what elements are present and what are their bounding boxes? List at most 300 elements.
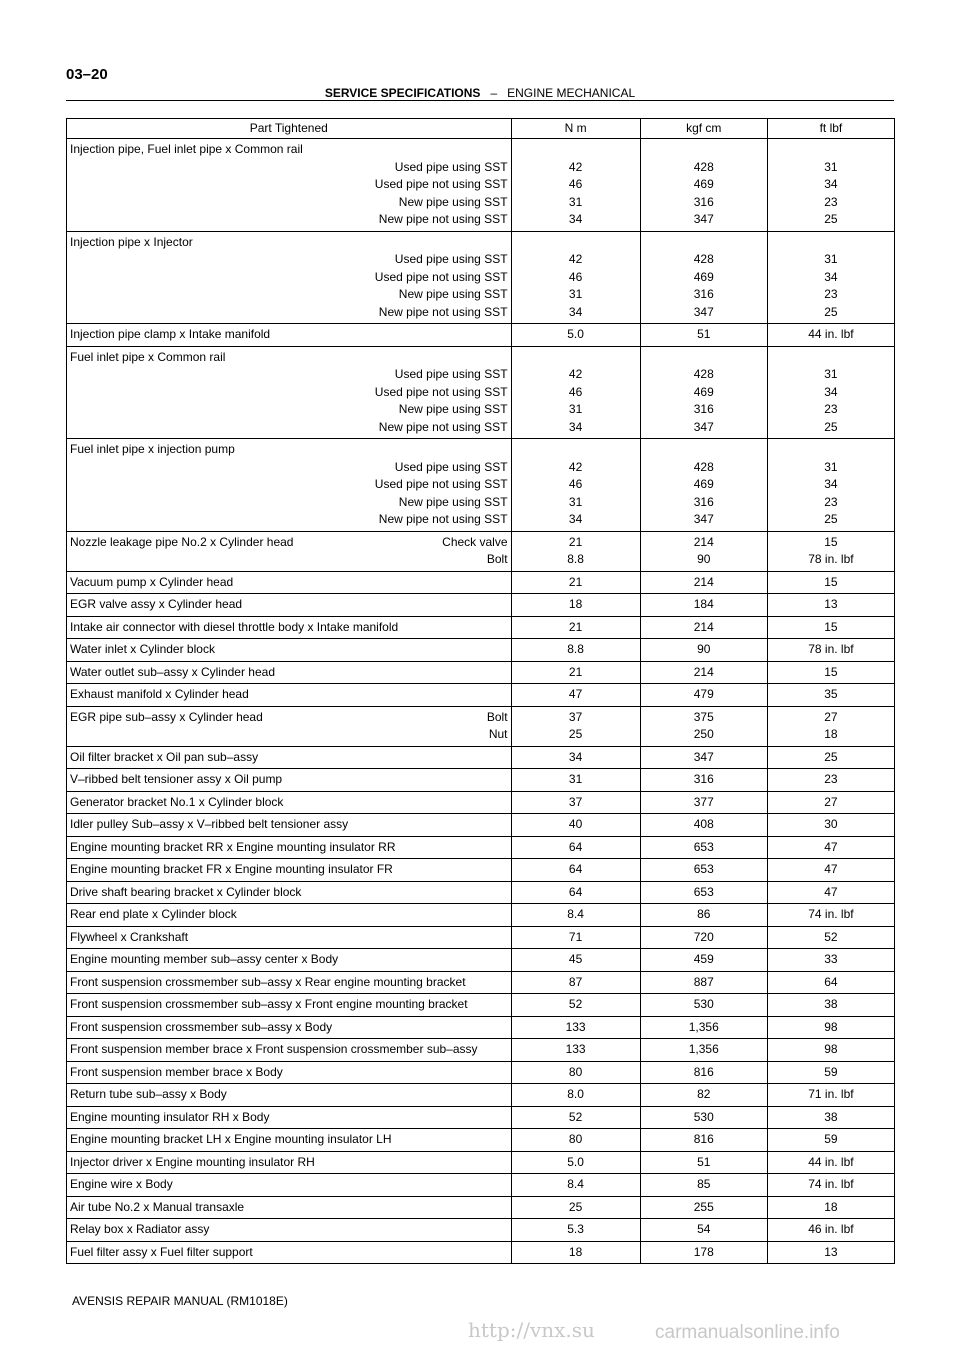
nm-value: 34 [568, 304, 583, 319]
value-list [515, 1109, 637, 1127]
spacer [771, 441, 891, 459]
nm-cell [511, 324, 640, 347]
ftlbf-value: 25 [824, 749, 838, 764]
value-list [515, 441, 637, 529]
part-cell [67, 1061, 512, 1084]
part-cell [67, 1106, 512, 1129]
value-list [515, 906, 637, 924]
value-list [771, 664, 891, 682]
nm-value: 21 [568, 534, 583, 549]
kgf-cell [640, 1196, 767, 1219]
ftlbf-cell [767, 684, 894, 707]
value-list [771, 1176, 891, 1194]
table-row [67, 616, 895, 639]
nm-cell [511, 706, 640, 746]
kgf-cell [640, 531, 767, 571]
table-row [67, 231, 895, 324]
nm-value: 8.0 [567, 1087, 584, 1101]
ftlbf-value: 23 [824, 194, 838, 209]
part-name: Engine mounting member sub–assy center x Body [70, 952, 339, 966]
part-name: Vacuum pump x Cylinder head [70, 574, 234, 589]
ftlbf-cell [767, 859, 894, 882]
ftlbf-cell [767, 836, 894, 859]
value-list [771, 884, 891, 902]
ftlbf-cell [767, 324, 894, 347]
col-header-nm: N m [511, 119, 640, 139]
part-cell [67, 904, 512, 927]
kgf-value: 653 [693, 839, 714, 854]
nm-value: 8.8 [567, 642, 584, 656]
ftlbf-cell [767, 1039, 894, 1062]
spacer [515, 141, 637, 159]
kgf-cell [640, 859, 767, 882]
ftlbf-cell [767, 346, 894, 439]
value-list [771, 861, 891, 879]
kgf-value: 347 [693, 212, 714, 226]
value-list [515, 596, 637, 614]
value-list [644, 664, 764, 682]
nm-value: 46 [568, 269, 583, 284]
nm-value: 46 [568, 384, 583, 399]
nm-cell [511, 1241, 640, 1264]
table-row [67, 139, 895, 232]
ftlbf-value: 47 [824, 839, 838, 854]
kgf-cell [640, 706, 767, 746]
kgf-value: 316 [693, 287, 714, 301]
kgf-cell [640, 1219, 767, 1242]
value-list [644, 906, 764, 924]
part-cell [67, 706, 512, 746]
kgf-cell [640, 1174, 767, 1197]
value-list [515, 929, 637, 947]
ftlbf-value: 15 [824, 574, 838, 589]
ftlbf-value: 59 [824, 1132, 838, 1146]
kgf-cell [640, 994, 767, 1017]
value-list [644, 1244, 764, 1262]
ftlbf-cell [767, 1084, 894, 1107]
ftlbf-cell [767, 1129, 894, 1152]
kgf-value: 54 [697, 1222, 711, 1236]
value-list [644, 534, 764, 569]
nm-cell [511, 1219, 640, 1242]
value-list [644, 1199, 764, 1217]
table-row [67, 1196, 895, 1219]
ftlbf-cell [767, 904, 894, 927]
kgf-value: 214 [693, 664, 714, 679]
part-name: Injection pipe clamp x Intake manifold [70, 327, 271, 341]
part-condition: Used pipe using SST [394, 252, 508, 266]
nm-value: 21 [568, 619, 583, 634]
table-row [67, 814, 895, 837]
kgf-value: 530 [693, 997, 714, 1011]
value-list [515, 534, 637, 569]
part-cell [67, 859, 512, 882]
part-name: Oil filter bracket x Oil pan sub–assy [70, 749, 259, 764]
value-list [771, 1244, 891, 1262]
value-list [644, 1041, 764, 1059]
ftlbf-value: 25 [824, 212, 838, 226]
nm-value: 64 [568, 839, 583, 854]
part-condition: New pipe not using SST [378, 419, 508, 434]
ftlbf-value: 33 [824, 952, 838, 966]
spacer [515, 441, 637, 459]
page-header [0, 86, 960, 100]
nm-value: 133 [565, 1042, 586, 1056]
nm-cell [511, 859, 640, 882]
ftlbf-value: 34 [824, 384, 838, 399]
ftlbf-cell [767, 971, 894, 994]
kgf-value: 469 [693, 177, 714, 191]
table-row [67, 836, 895, 859]
kgf-cell [640, 1129, 767, 1152]
kgf-value: 90 [697, 552, 711, 566]
value-list [771, 996, 891, 1014]
value-list [771, 574, 891, 592]
kgf-cell [640, 746, 767, 769]
ftlbf-cell [767, 746, 894, 769]
part-condition: Used pipe not using SST [374, 177, 508, 191]
value-list [771, 141, 891, 229]
kgf-value: 51 [697, 327, 711, 341]
spacer [771, 349, 891, 367]
kgf-value: 347 [693, 419, 714, 434]
ftlbf-value: 71 in. lbf [808, 1087, 854, 1101]
table-row [67, 1084, 895, 1107]
nm-value: 5.3 [567, 1222, 584, 1236]
kgf-cell [640, 684, 767, 707]
ftlbf-cell [767, 1106, 894, 1129]
nm-cell [511, 926, 640, 949]
part-cell [67, 1174, 512, 1197]
part-cell [67, 661, 512, 684]
kgf-cell [640, 881, 767, 904]
ftlbf-value: 15 [824, 619, 838, 634]
value-list [644, 1131, 764, 1149]
ftlbf-value: 74 in. lbf [808, 907, 854, 921]
kgf-value: 720 [693, 929, 714, 944]
kgf-cell [640, 1106, 767, 1129]
part-name: Engine mounting bracket RR x Engine mounting insulator RR [70, 839, 396, 854]
part-name: EGR valve assy x Cylinder head [70, 597, 243, 611]
table-row [67, 904, 895, 927]
part-condition: New pipe using SST [398, 287, 508, 301]
nm-cell [511, 661, 640, 684]
nm-cell [511, 1039, 640, 1062]
nm-value: 34 [568, 512, 583, 526]
value-list [771, 619, 891, 637]
kgf-value: 178 [693, 1244, 714, 1259]
value-list [644, 1176, 764, 1194]
ftlbf-value: 18 [824, 1199, 838, 1214]
kgf-value: 1,356 [688, 1042, 719, 1056]
kgf-cell [640, 814, 767, 837]
nm-value: 42 [568, 459, 583, 474]
ftlbf-value: 35 [824, 687, 838, 701]
torque-spec-table [66, 118, 895, 1264]
ftlbf-value: 31 [824, 159, 838, 174]
value-list [515, 1221, 637, 1239]
part-name: Front suspension member brace x Front suspension crossmember sub–assy [70, 1042, 478, 1056]
header-rule [66, 100, 894, 101]
nm-value: 133 [565, 1019, 586, 1034]
kgf-value: 85 [697, 1177, 711, 1191]
ftlbf-value: 34 [824, 177, 838, 191]
nm-value: 21 [568, 574, 583, 589]
part-conditions [70, 159, 508, 229]
part-cell [67, 1084, 512, 1107]
kgf-value: 530 [693, 1109, 714, 1124]
kgf-value: 347 [693, 749, 714, 764]
value-list [644, 1019, 764, 1037]
table-row [67, 706, 895, 746]
table-row [67, 684, 895, 707]
part-condition: New pipe not using SST [378, 212, 508, 226]
ftlbf-value: 47 [824, 862, 838, 876]
ftlbf-cell [767, 949, 894, 972]
table-row [67, 791, 895, 814]
value-list [771, 641, 891, 659]
value-list [515, 1131, 637, 1149]
value-list [515, 234, 637, 322]
kgf-value: 316 [693, 402, 714, 416]
value-list [771, 1041, 891, 1059]
part-condition: Used pipe using SST [394, 159, 508, 174]
nm-cell [511, 971, 640, 994]
kgf-cell [640, 639, 767, 662]
nm-cell [511, 1129, 640, 1152]
col-header-ftlbf: ft lbf [767, 119, 894, 139]
watermark-url: http://vnx.su [468, 1318, 595, 1342]
kgf-value: 214 [693, 619, 714, 634]
value-list [644, 641, 764, 659]
value-list [515, 1244, 637, 1262]
nm-cell [511, 346, 640, 439]
kgf-cell [640, 1084, 767, 1107]
value-list [515, 686, 637, 704]
table-row [67, 949, 895, 972]
nm-cell [511, 1016, 640, 1039]
part-name: Engine wire x Body [70, 1177, 173, 1191]
part-condition: New pipe not using SST [378, 304, 508, 319]
nm-cell [511, 531, 640, 571]
nm-value: 31 [568, 772, 583, 786]
ftlbf-value: 18 [824, 727, 838, 741]
nm-cell [511, 881, 640, 904]
kgf-value: 250 [693, 727, 714, 741]
ftlbf-cell [767, 1016, 894, 1039]
table-row [67, 746, 895, 769]
part-cell [67, 346, 512, 439]
value-list [644, 141, 764, 229]
nm-cell [511, 571, 640, 594]
nm-value: 42 [568, 367, 583, 381]
ftlbf-cell [767, 616, 894, 639]
value-list [771, 839, 891, 857]
part-cell [67, 684, 512, 707]
spacer [515, 234, 637, 252]
ftlbf-cell [767, 926, 894, 949]
ftlbf-value: 44 in. lbf [808, 1154, 854, 1169]
ftlbf-value: 34 [824, 477, 838, 491]
value-list [515, 1176, 637, 1194]
table-row [67, 769, 895, 792]
part-condition: Used pipe not using SST [374, 477, 508, 491]
kgf-cell [640, 926, 767, 949]
part-cell [67, 1219, 512, 1242]
ftlbf-value: 15 [824, 664, 838, 679]
part-name: Front suspension member brace x Body [70, 1064, 283, 1079]
value-list [771, 951, 891, 969]
kgf-value: 214 [693, 534, 714, 549]
ftlbf-value: 25 [824, 419, 838, 434]
ftlbf-cell [767, 531, 894, 571]
ftlbf-cell [767, 791, 894, 814]
table-row [67, 439, 895, 532]
nm-value: 18 [568, 1244, 583, 1259]
nm-value: 25 [568, 727, 583, 741]
value-list [644, 574, 764, 592]
nm-cell [511, 1151, 640, 1174]
part-cell [67, 571, 512, 594]
kgf-value: 82 [697, 1087, 711, 1101]
part-condition: Nut [488, 727, 508, 741]
ftlbf-value: 59 [824, 1064, 838, 1079]
value-list [771, 749, 891, 767]
table-row [67, 1151, 895, 1174]
ftlbf-value: 64 [824, 974, 838, 989]
value-list [644, 839, 764, 857]
nm-cell [511, 231, 640, 324]
part-name: Fuel filter assy x Fuel filter support [70, 1244, 253, 1259]
table-row [67, 1039, 895, 1062]
ftlbf-cell [767, 1151, 894, 1174]
ftlbf-cell [767, 1174, 894, 1197]
ftlbf-cell [767, 139, 894, 232]
table-row [67, 346, 895, 439]
nm-value: 80 [568, 1132, 583, 1146]
nm-value: 71 [568, 929, 583, 944]
nm-cell [511, 769, 640, 792]
part-conditions [70, 366, 508, 436]
ftlbf-value: 15 [824, 534, 838, 549]
value-list [515, 664, 637, 682]
nm-value: 45 [568, 952, 583, 966]
value-list [515, 816, 637, 834]
nm-value: 31 [568, 194, 583, 209]
part-name: V–ribbed belt tensioner assy x Oil pump [70, 772, 283, 786]
table-row [67, 1016, 895, 1039]
kgf-value: 316 [693, 494, 714, 509]
part-conditions [442, 534, 507, 569]
table-header-row [67, 119, 895, 139]
nm-value: 52 [568, 1109, 583, 1124]
value-list [515, 326, 637, 344]
kgf-cell [640, 324, 767, 347]
spacer [644, 141, 764, 159]
spacer [644, 349, 764, 367]
nm-value: 42 [568, 159, 583, 174]
part-name: Relay box x Radiator assy [70, 1222, 210, 1236]
ftlbf-value: 38 [824, 997, 838, 1011]
table-row [67, 571, 895, 594]
nm-value: 31 [568, 494, 583, 509]
table-row [67, 661, 895, 684]
part-name: Injection pipe x Injector [70, 234, 193, 249]
spacer [644, 441, 764, 459]
part-condition: New pipe not using SST [378, 512, 508, 526]
value-list [644, 619, 764, 637]
part-name: Intake air connector with diesel throttle body x Intake manifold [70, 619, 399, 634]
nm-value: 80 [568, 1064, 583, 1079]
kgf-value: 1,356 [688, 1019, 719, 1034]
spacer [515, 349, 637, 367]
value-list [771, 326, 891, 344]
kgf-cell [640, 791, 767, 814]
nm-cell [511, 139, 640, 232]
part-conditions [70, 459, 508, 529]
part-cell [67, 971, 512, 994]
table-row [67, 859, 895, 882]
nm-value: 25 [568, 1199, 583, 1214]
value-list [515, 861, 637, 879]
value-list [771, 709, 891, 744]
kgf-value: 816 [693, 1132, 714, 1146]
nm-value: 31 [568, 402, 583, 416]
value-list [644, 816, 764, 834]
kgf-value: 479 [693, 687, 714, 701]
nm-cell [511, 594, 640, 617]
ftlbf-value: 38 [824, 1109, 838, 1124]
part-cell [67, 439, 512, 532]
part-cell [67, 814, 512, 837]
nm-value: 46 [568, 477, 583, 491]
kgf-cell [640, 769, 767, 792]
kgf-value: 316 [693, 772, 714, 786]
spacer [771, 141, 891, 159]
nm-value: 52 [568, 997, 583, 1011]
part-name: Front suspension crossmember sub–assy x Rear engine mounting bracket [70, 974, 466, 989]
ftlbf-value: 23 [824, 287, 838, 301]
manual-footer: AVENSIS REPAIR MANUAL (RM1018E) [72, 1294, 288, 1308]
ftlbf-cell [767, 1196, 894, 1219]
nm-value: 5.0 [567, 1154, 584, 1169]
value-list [771, 974, 891, 992]
kgf-value: 653 [693, 884, 714, 899]
kgf-cell [640, 346, 767, 439]
value-list [644, 1154, 764, 1172]
ftlbf-value: 27 [824, 794, 838, 809]
kgf-value: 90 [697, 642, 711, 656]
kgf-value: 347 [693, 304, 714, 319]
value-list [515, 1086, 637, 1104]
ftlbf-cell [767, 769, 894, 792]
value-list [771, 1086, 891, 1104]
part-name: Engine mounting bracket FR x Engine mounting insulator FR [70, 862, 393, 876]
part-condition: New pipe using SST [398, 494, 508, 509]
nm-cell [511, 684, 640, 707]
value-list [515, 974, 637, 992]
part-name: Front suspension crossmember sub–assy x Body [70, 1019, 333, 1034]
table-row [67, 324, 895, 347]
kgf-cell [640, 231, 767, 324]
ftlbf-cell [767, 571, 894, 594]
ftlbf-value: 52 [824, 929, 838, 944]
part-name: Generator bracket No.1 x Cylinder block [70, 794, 284, 809]
value-list [644, 884, 764, 902]
kgf-cell [640, 594, 767, 617]
value-list [515, 884, 637, 902]
part-name: Front suspension crossmember sub–assy x Front engine mounting bracket [70, 997, 468, 1011]
